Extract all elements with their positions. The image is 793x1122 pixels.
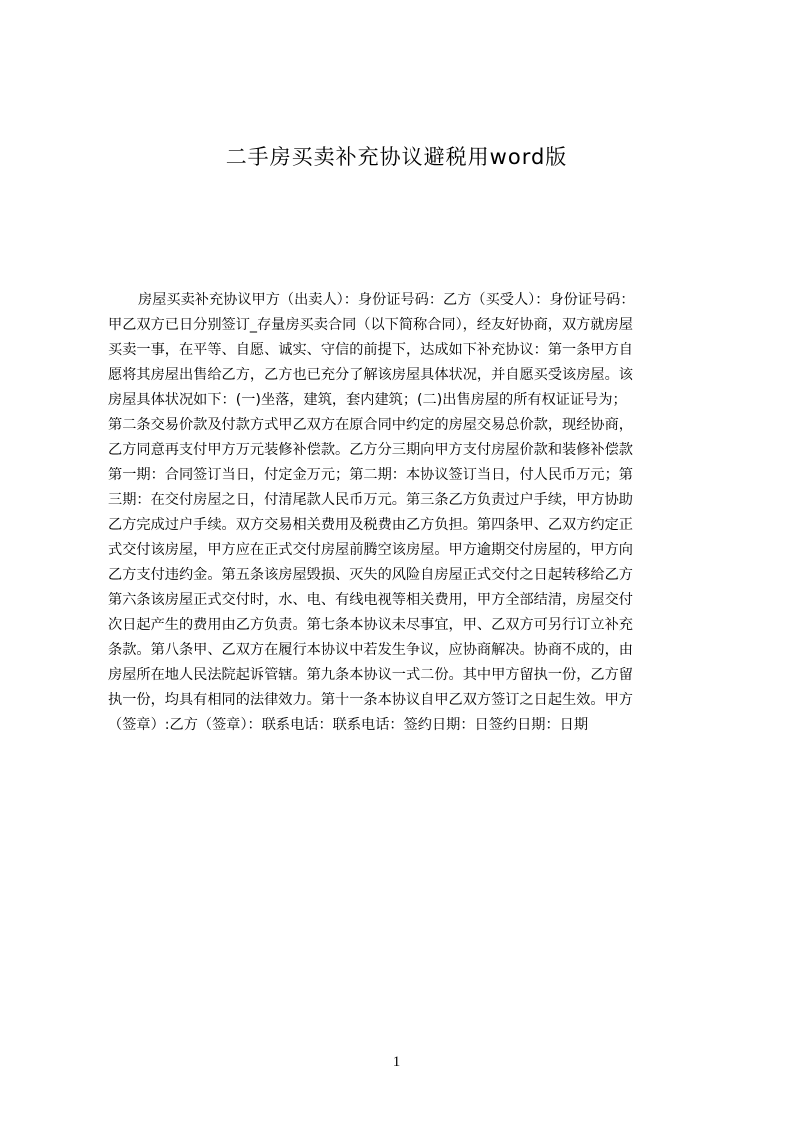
agreement-body — [108, 288, 698, 768]
body-line: 房屋具体状况如下：(一)坐落，建筑，套内建筑；(二)出售房屋的所有权证证号为； — [108, 392, 627, 408]
body-line: 房屋买卖补充协议甲方（出卖人）：身份证号码：乙方（买受人）：身份证号码： — [138, 292, 635, 308]
body-line: 愿将其房屋出售给乙方，乙方也已充分了解该房屋具体状况，并自愿买受该房屋。该 — [108, 367, 633, 383]
body-line: 次日起产生的费用由乙方负责。第七条本协议未尽事宜，甲、乙双方可另行订立补充 — [108, 617, 633, 633]
body-line: 第六条该房屋正式交付时，水、电、有线电视等相关费用，甲方全部结清，房屋交付 — [108, 592, 633, 608]
body-line: 乙方同意再支付甲方万元装修补偿款。乙方分三期向甲方支付房屋价款和装修补偿款 — [108, 442, 633, 458]
body-line: 条款。第八条甲、乙双方在履行本协议中若发生争议，应协商解决。协商不成的，由 — [108, 642, 633, 658]
body-line: 式交付该房屋，甲方应在正式交付房屋前腾空该房屋。甲方逾期交付房屋的，甲方向 — [108, 542, 633, 558]
body-line: 乙方完成过户手续。双方交易相关费用及税费由乙方负担。第四条甲、乙双方约定正 — [108, 517, 633, 533]
body-line: 甲乙双方已日分别签订_存量房买卖合同（以下简称合同），经友好协商，双方就房屋 — [108, 317, 633, 333]
body-line: 执一份，均具有相同的法律效力。第十一条本协议自甲乙双方签订之日起生效。甲方 — [108, 692, 633, 708]
body-line: 房屋所在地人民法院起诉管辖。第九条本协议一式二份。其中甲方留执一份，乙方留 — [108, 667, 633, 683]
document-title: 二手房买卖补充协议避税用word版 — [225, 145, 568, 169]
body-line: 三期：在交付房屋之日，付清尾款人民币万元。第三条乙方负责过户手续，甲方协助 — [108, 492, 633, 508]
body-line: 乙方支付违约金。第五条该房屋毁损、灭失的风险自房屋正式交付之日起转移给乙方 — [108, 567, 633, 583]
body-line: 第一期：合同签订当日，付定金万元；第二期：本协议签订当日，付人民币万元；第 — [108, 467, 633, 483]
page-number: 1 — [392, 1054, 401, 1070]
body-line: 第二条交易价款及付款方式甲乙双方在原合同中约定的房屋交易总价款，现经协商， — [108, 417, 633, 433]
body-line: （签章）:乙方（签章）：联系电话：联系电话：签约日期：日签约日期：日期 — [108, 717, 589, 733]
body-line: 买卖一事，在平等、自愿、诚实、守信的前提下，达成如下补充协议：第一条甲方自 — [108, 342, 633, 358]
